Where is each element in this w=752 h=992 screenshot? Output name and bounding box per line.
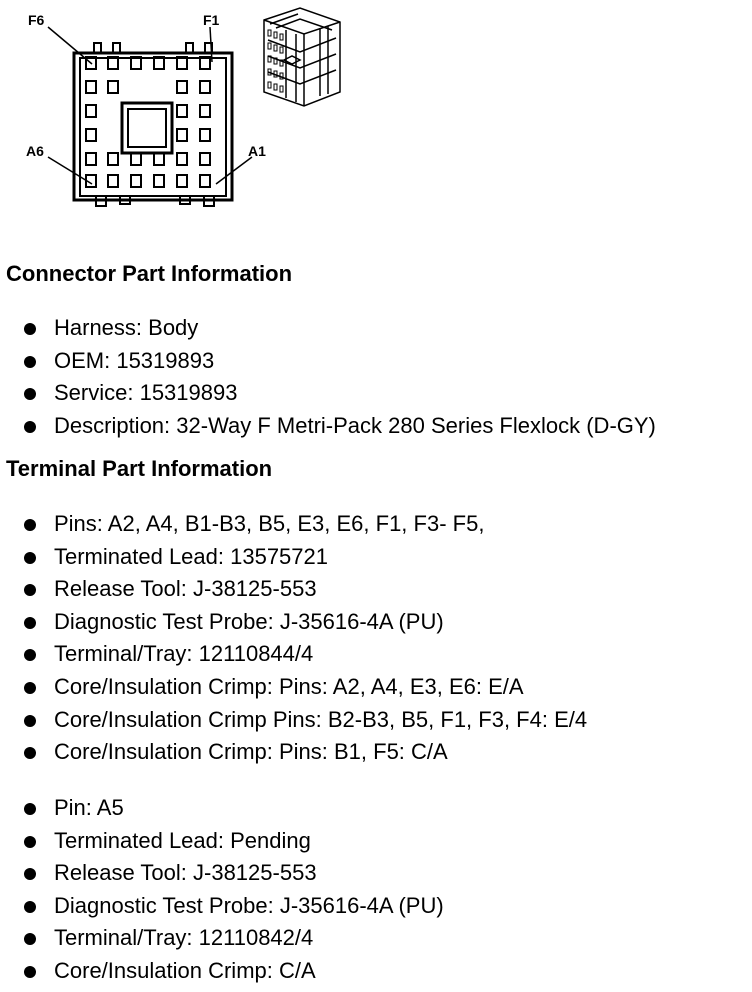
- bullet-icon: [24, 323, 36, 335]
- terminal-cavity: [108, 153, 118, 165]
- terminal-cavity: [200, 129, 210, 141]
- terminal-cavity: [200, 175, 210, 187]
- isometric-cavity: [274, 84, 277, 90]
- connector-part-info-heading: Connector Part Information: [6, 261, 293, 286]
- terminal-cavity: [177, 105, 187, 117]
- bullet-icon: [24, 901, 36, 913]
- terminal-cavity: [86, 105, 96, 117]
- terminal-cavity-grid: [86, 57, 210, 187]
- isometric-cavity: [268, 43, 271, 49]
- terminal-part-info-heading: Terminal Part Information: [6, 456, 273, 481]
- isometric-cavity: [274, 45, 277, 51]
- isometric-cavity: [280, 86, 283, 92]
- bullet-icon: [24, 519, 36, 531]
- terminal-cavity: [154, 175, 164, 187]
- connector-figure: [0, 0, 752, 240]
- bullet-icon: [24, 933, 36, 945]
- terminal-cavity: [131, 175, 141, 187]
- isometric-cavity: [268, 30, 271, 36]
- isometric-cavity: [280, 34, 283, 40]
- bullet-icon: [24, 868, 36, 880]
- bullet-icon: [24, 715, 36, 727]
- bullet-icon: [24, 747, 36, 759]
- bullet-icon: [24, 617, 36, 629]
- terminal-cavity: [200, 153, 210, 165]
- terminal-cavity: [154, 153, 164, 165]
- pin-label-f6: F6: [28, 12, 45, 28]
- pin-label-a6: A6: [26, 143, 44, 159]
- terminal-cavity: [200, 81, 210, 93]
- terminal-cavity: [108, 175, 118, 187]
- bullet-icon: [24, 836, 36, 848]
- isometric-cavity: [280, 73, 283, 79]
- terminal-cavity: [177, 81, 187, 93]
- isometric-cavity: [274, 71, 277, 77]
- terminal-cavity: [108, 81, 118, 93]
- pin-leader-lines: [48, 27, 252, 184]
- bullet-icon: [24, 388, 36, 400]
- terminal-cavity: [177, 129, 187, 141]
- bullet-icon: [24, 966, 36, 978]
- isometric-cavity: [280, 47, 283, 53]
- bullet-icon: [24, 682, 36, 694]
- bullet-icon: [24, 552, 36, 564]
- isometric-cavity: [274, 32, 277, 38]
- bullet-icon: [24, 584, 36, 596]
- bullet-icon: [24, 421, 36, 433]
- terminal-cavity: [86, 153, 96, 165]
- connector-isometric-thumbnail: [264, 8, 340, 106]
- isometric-cavity: [268, 82, 271, 88]
- bullet-icon: [24, 803, 36, 815]
- pin-label-f1: F1: [203, 12, 220, 28]
- pin-label-a1: A1: [248, 143, 266, 159]
- terminal-cavity: [177, 175, 187, 187]
- terminal-cavity: [200, 105, 210, 117]
- terminal-cavity: [131, 153, 141, 165]
- bullet-icon: [24, 649, 36, 661]
- terminal-cavity: [86, 81, 96, 93]
- terminal-cavity: [177, 153, 187, 165]
- terminal-cavity: [86, 129, 96, 141]
- bullet-icon: [24, 356, 36, 368]
